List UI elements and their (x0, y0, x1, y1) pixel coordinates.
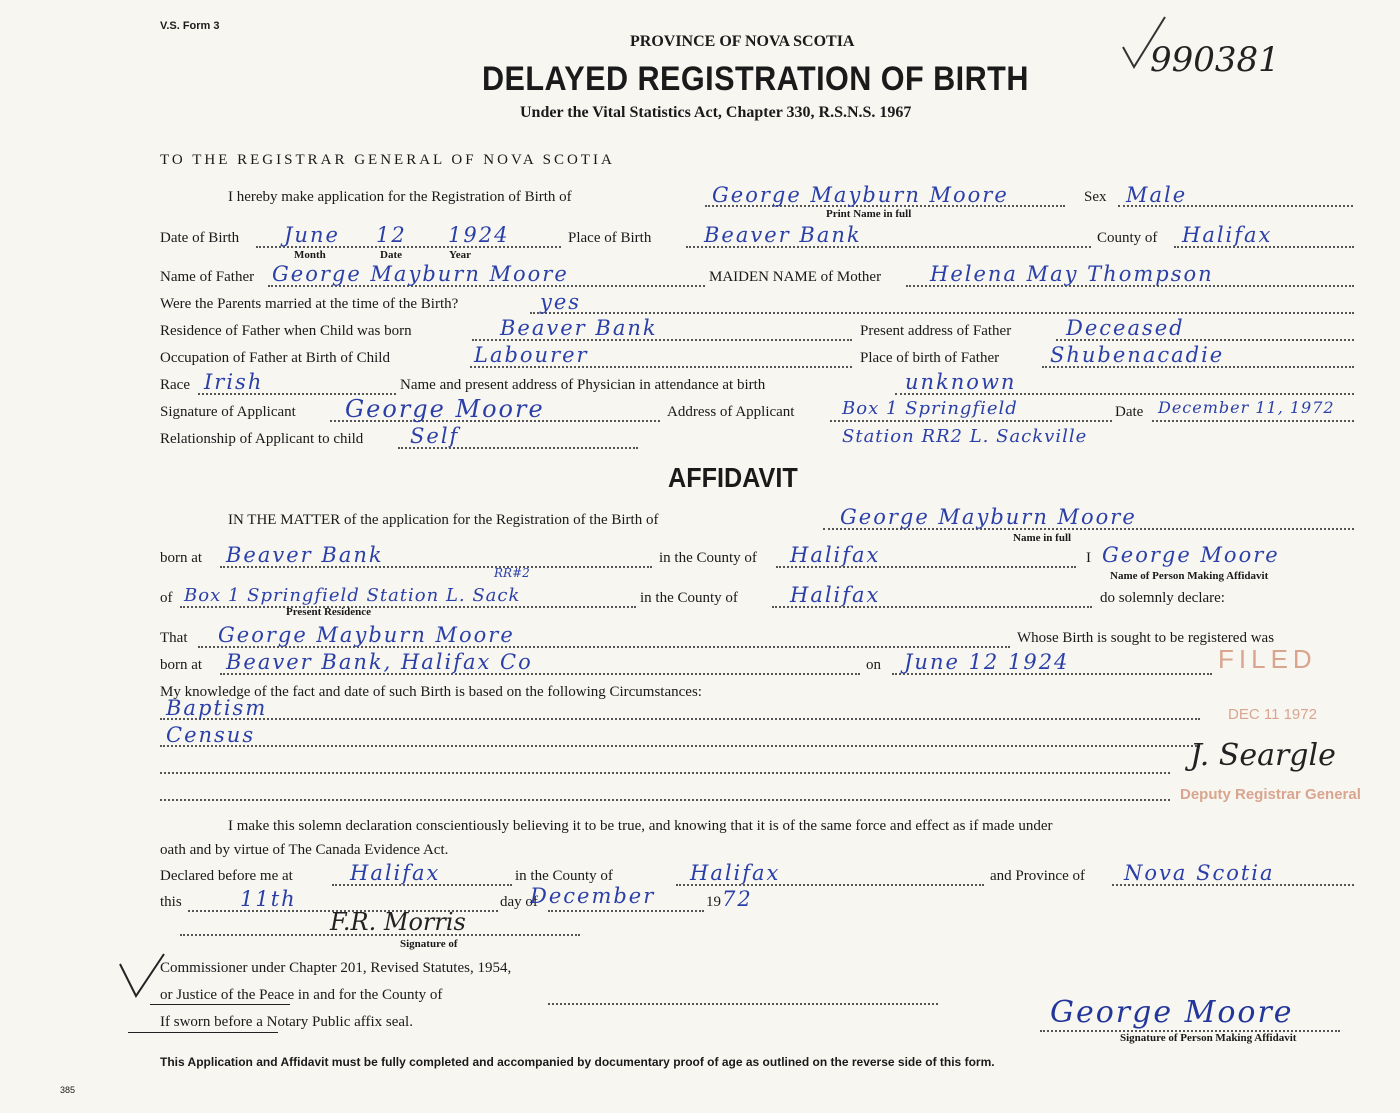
applicant-signature: George Moore (345, 395, 545, 423)
relationship-label: Relationship of Applicant to child (160, 431, 364, 447)
knowledge-label: My knowledge of the fact and date of such Birth is based on the following Circumstances: (160, 684, 702, 700)
commissioner-line-2: or Justice of the Peace in and for the County of (160, 987, 443, 1003)
commissioner-sig-line (180, 934, 580, 936)
whose-label: Whose Birth is sought to be registered was (1017, 630, 1275, 646)
underline-justice (150, 1004, 290, 1005)
circumstance-2: Census (166, 723, 256, 747)
declare-label: do solemnly declare: (1100, 590, 1225, 606)
dob-month: June (284, 223, 340, 247)
commissioner-county-line (548, 1003, 938, 1005)
subject-name: George Mayburn Moore (218, 623, 515, 647)
applicant-address-2: Station RR2 L. Sackville (842, 426, 1088, 447)
intro-label: I hereby make application for the Registration of Birth of (228, 189, 572, 205)
father-birthplace-label: Place of birth of Father (860, 350, 1000, 366)
commissioner-line-3: If sworn before a Notary Public affix seal. (160, 1014, 413, 1030)
signature-of-caption: Signature of (400, 938, 458, 950)
child-name: George Mayburn Moore (712, 183, 1009, 207)
province-label: and Province of (990, 868, 1085, 884)
born-at2-label: born at (160, 657, 203, 673)
county-label: County of (1097, 230, 1158, 246)
physician-label: Name and present address of Physician in attendance at birth (400, 377, 766, 393)
applicant-address-label: Address of Applicant (667, 404, 795, 420)
dob-day: 12 (376, 223, 407, 247)
residence-line (180, 606, 636, 608)
declaration-text-2: oath and by virtue of The Canada Evidence Act. (160, 842, 449, 858)
commissioner-signature: F.R. Morris (330, 908, 466, 936)
dob-year: 1924 (448, 223, 510, 247)
mother-label: MAIDEN NAME of Mother (709, 269, 882, 285)
province-heading: PROVINCE OF NOVA SCOTIA (630, 33, 855, 50)
of-label: of (160, 590, 173, 606)
name-caption: Name in full (1013, 532, 1072, 544)
day-of-label: day of (500, 894, 538, 910)
married-value: yes (540, 290, 582, 314)
father-residence-value: Beaver Bank (500, 316, 658, 340)
on-date: June 12 1924 (904, 650, 1070, 674)
born-at-label: born at (160, 550, 203, 566)
applicant-sig-label: Signature of Applicant (160, 404, 296, 420)
place-value: Beaver Bank (704, 223, 862, 247)
date-value: December 11, 1972 (1158, 398, 1335, 417)
date-line (1152, 420, 1354, 422)
circumstance-line-1 (160, 718, 1200, 720)
dob-label: Date of Birth (160, 230, 240, 246)
circumstance-line-4 (160, 799, 1170, 801)
caption-date: Date (380, 249, 402, 261)
year-suffix: 72 (722, 887, 753, 911)
residence-caption: Present Residence (286, 606, 372, 618)
residence-county: Halifax (790, 583, 881, 607)
deponent-caption: Name of Person Making Affidavit (1110, 570, 1269, 582)
race-label: Race (160, 377, 190, 393)
occupation-label: Occupation of Father at Birth of Child (160, 350, 390, 366)
deponent-sig-caption: Signature of Person Making Affidavit (1120, 1032, 1297, 1044)
commissioner-line-1: Commissioner under Chapter 201, Revised Statutes, 1954, (160, 960, 512, 976)
relationship-value: Self (410, 424, 460, 448)
circumstance-1: Baptism (166, 696, 268, 720)
declared-at: Halifax (350, 861, 441, 885)
physician-value: unknown (905, 370, 1017, 394)
month-line (548, 910, 704, 912)
place-label: Place of Birth (568, 230, 652, 246)
stamp-date: DEC 11 1972 (1228, 706, 1317, 723)
father-present-label: Present address of Father (860, 323, 1012, 339)
residence-value: Box 1 Springfield Station L. Sack (184, 585, 521, 606)
date-label: Date (1115, 404, 1144, 420)
married-line (530, 312, 1354, 314)
sex-value: Male (1126, 183, 1188, 207)
declaration-text: I make this solemn declaration conscientiously believing it to be true, and knowing that it is of the same force and effect as if made under (228, 818, 1053, 834)
registrar-signature: J. Seargle (1190, 738, 1336, 773)
footer-code: 385 (60, 1085, 76, 1095)
father-birthplace-value: Shubenacadie (1050, 343, 1225, 367)
applicant-address-1: Box 1 Springfield (842, 398, 1018, 419)
circumstance-line-2 (160, 745, 1200, 747)
occupation-value: Labourer (474, 343, 589, 367)
form-subtitle: Under the Vital Statistics Act, Chapter 330, R.S.N.S. 1967 (520, 104, 912, 121)
caption-year: Year (449, 249, 471, 261)
month-value: December (530, 884, 656, 908)
that-label: That (160, 630, 188, 646)
province-value: Nova Scotia (1124, 861, 1275, 885)
deponent-signature: George Moore (1050, 995, 1294, 1030)
underline-notary (128, 1032, 278, 1033)
addressee: TO THE REGISTRAR GENERAL OF NOVA SCOTIA (160, 152, 615, 168)
father-value: George Mayburn Moore (272, 262, 569, 286)
declared-label: Declared before me at (160, 868, 293, 884)
form-id: V.S. Form 3 (160, 20, 220, 32)
affidavit-name: George Mayburn Moore (840, 505, 1137, 529)
county-value: Halifax (1182, 223, 1273, 247)
on-label: on (866, 657, 881, 673)
applicant-address-line (830, 420, 1112, 422)
declared-county: Halifax (690, 861, 781, 885)
deponent-name: George Moore (1102, 543, 1280, 567)
day-value: 11th (240, 887, 297, 911)
residence-insert: RR#2 (494, 566, 530, 580)
declared-county-label: in the County of (515, 868, 613, 884)
caption-month: Month (294, 249, 326, 261)
registration-number: 990381 (1150, 40, 1280, 80)
circumstance-line-3 (160, 772, 1170, 774)
residence-county-label: in the County of (640, 590, 738, 606)
married-label: Were the Parents married at the time of the Birth? (160, 296, 459, 312)
mother-value: Helena May Thompson (930, 262, 1214, 286)
matter-label: IN THE MATTER of the application for the Registration of the Birth of (228, 512, 659, 528)
print-name-caption: Print Name in full (826, 208, 912, 220)
sex-label: Sex (1084, 189, 1107, 205)
registrar-title: Deputy Registrar General (1180, 786, 1361, 803)
father-residence-label: Residence of Father when Child was born (160, 323, 412, 339)
this-label: this (160, 894, 182, 910)
filed-stamp: FILED (1218, 644, 1317, 674)
born-at2-value: Beaver Bank, Halifax Co (226, 650, 533, 674)
affidavit-heading: AFFIDAVIT (668, 462, 798, 493)
year-prefix: 19 (706, 894, 721, 910)
form-title: DELAYED REGISTRATION OF BIRTH (482, 60, 1029, 98)
father-label: Name of Father (160, 269, 255, 285)
footer-notice: This Application and Affidavit must be fully completed and accompanied by documentary proof of age as outlined on the reverse side of this form. (160, 1055, 995, 1069)
affidavit-county: Halifax (790, 543, 881, 567)
race-value: Irish (204, 370, 264, 394)
father-present-value: Deceased (1066, 316, 1185, 340)
born-at-value: Beaver Bank (226, 543, 384, 567)
affidavit-county-label: in the County of (659, 550, 757, 566)
i-label: I (1086, 550, 1091, 566)
